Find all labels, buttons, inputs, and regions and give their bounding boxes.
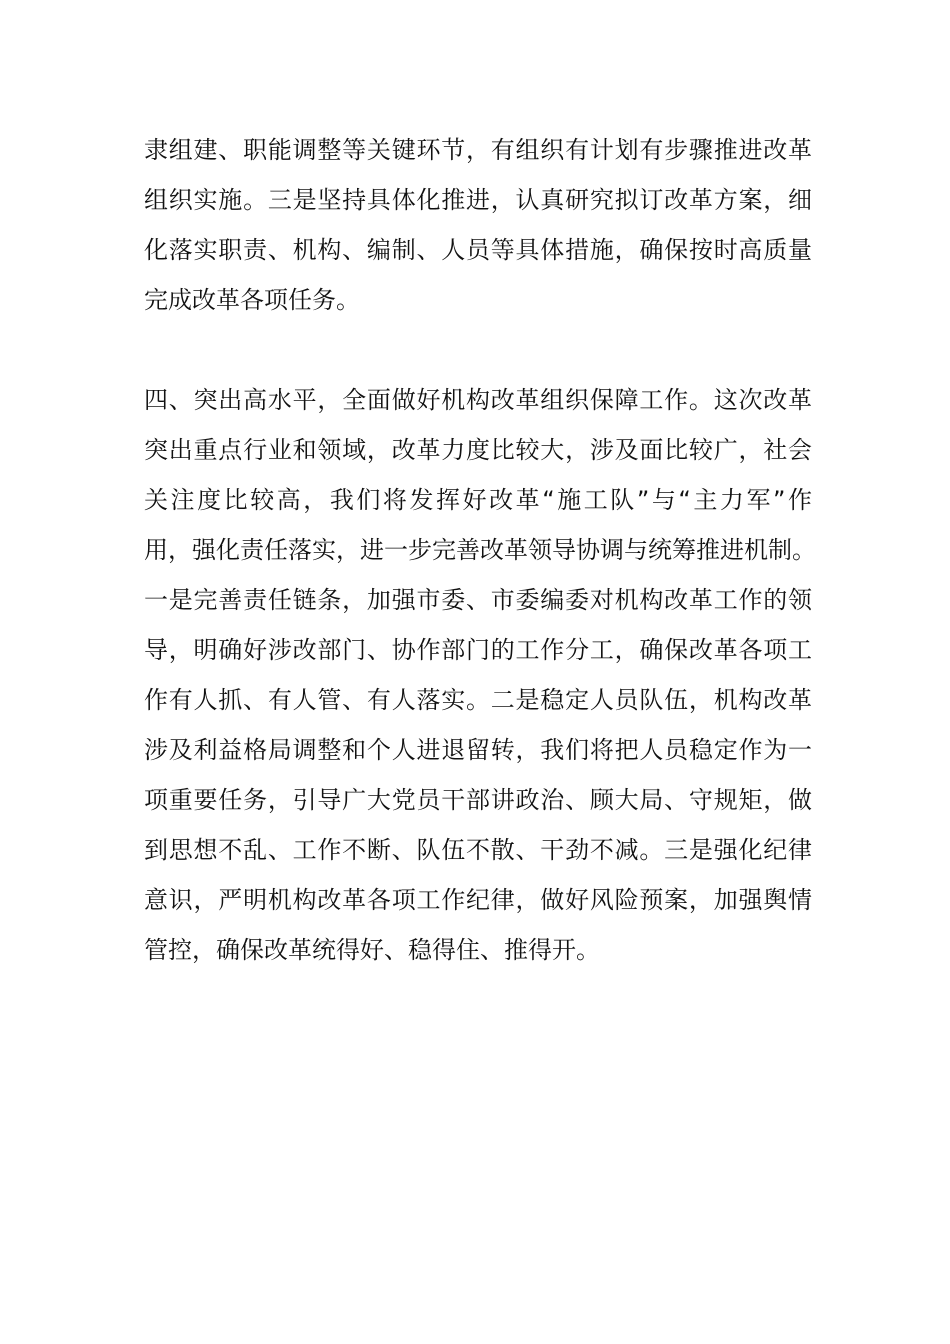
text-line: 组织实施。三是坚持具体化推进，认真研究拟订改革方案，细	[144, 186, 812, 214]
paragraph-1	[144, 125, 812, 325]
text-line: 四、突出高水平，全面做好机构改革组织保障工作。这次改革	[144, 386, 812, 414]
text-line: 化落实职责、机构、编制、人员等具体措施，确保按时高质量	[144, 236, 812, 264]
text-line: 管控，确保改革统得好、稳得住、推得开。	[144, 936, 600, 964]
text-line: 涉及利益格局调整和个人进退留转，我们将把人员稳定作为一	[144, 736, 812, 764]
text-line: 隶组建、职能调整等关键环节，有组织有计划有步骤推进改革	[144, 136, 812, 164]
text-line: 意识，严明机构改革各项工作纪律，做好风险预案，加强舆情	[144, 886, 812, 914]
text-line: 完成改革各项任务。	[144, 286, 360, 314]
text-line: 用，强化责任落实，进一步完善改革领导协调与统筹推进机制。	[144, 536, 816, 564]
text-line: 到思想不乱、工作不断、队伍不散、干劲不减。三是强化纪律	[144, 836, 812, 864]
text-line: 项重要任务，引导广大党员干部讲政治、顾大局、守规矩，做	[144, 786, 812, 814]
paragraph-2	[144, 375, 816, 975]
text-line: 突出重点行业和领域，改革力度比较大，涉及面比较广，社会	[144, 436, 812, 464]
text-line: 导，明确好涉改部门、协作部门的工作分工，确保改革各项工	[144, 636, 812, 664]
text-line: 一是完善责任链条，加强市委、市委编委对机构改革工作的领	[144, 586, 812, 614]
text-line: 关注度比较高，我们将发挥好改革“施工队”与“主力军”作	[144, 486, 812, 514]
text-line: 作有人抓、有人管、有人落实。二是稳定人员队伍，机构改革	[144, 686, 812, 714]
